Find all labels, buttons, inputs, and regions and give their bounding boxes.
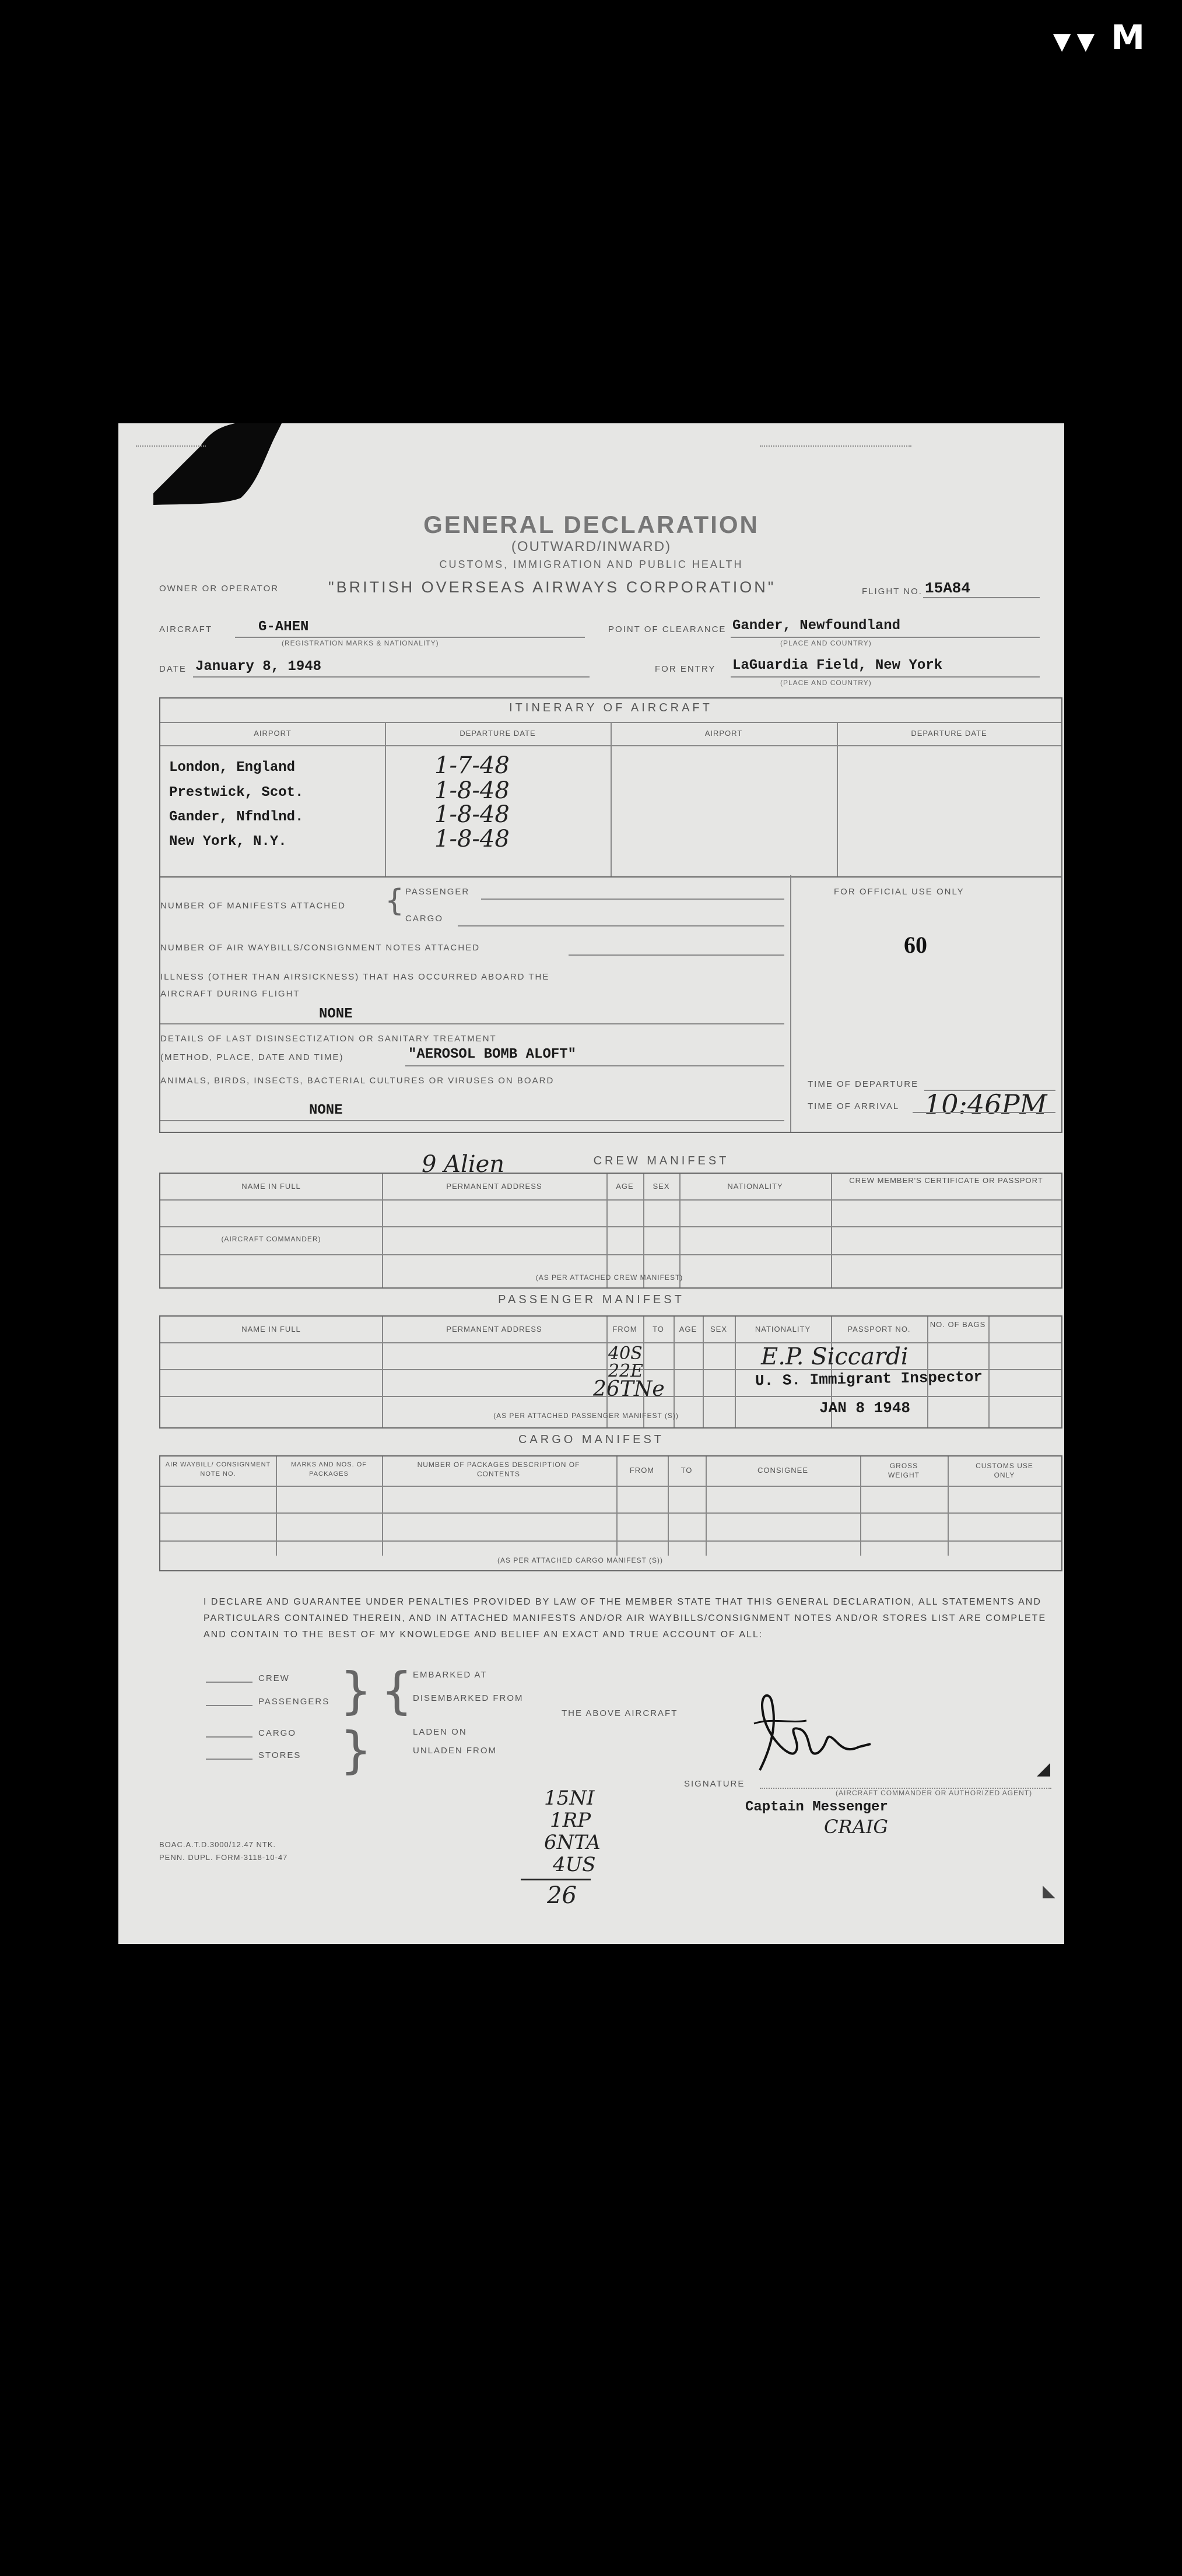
itinerary-header: DEPARTURE DATE xyxy=(911,729,987,738)
itinerary-airport: Gander, Nfndlnd. xyxy=(169,809,304,825)
itinerary-col xyxy=(837,722,838,876)
tally-line: 15NI xyxy=(544,1787,595,1810)
details-box xyxy=(159,875,1062,1133)
corner-mark xyxy=(1053,17,1148,57)
signatory-craig: CRAIG xyxy=(824,1816,888,1838)
itinerary-header: AIRPORT xyxy=(704,729,743,738)
declaration-blank xyxy=(206,1705,252,1706)
cargo-header: MARKS AND NOS. OF PACKAGES xyxy=(290,1461,367,1477)
cargo-col xyxy=(860,1457,861,1556)
crew-header: AGE xyxy=(616,1182,634,1191)
illness-value: NONE xyxy=(319,1006,353,1022)
illness-label: ILLNESS (OTHER THAN AIRSICKNESS) THAT HAS OCCURRED ABOARD THE xyxy=(160,972,550,982)
passenger-footer: (AS PER ATTACHED PASSENGER MANIFEST (S)) xyxy=(493,1412,679,1420)
passenger-hand-2: 22E xyxy=(608,1361,644,1381)
decl-unladen-label: UNLADEN FROM xyxy=(413,1746,497,1756)
declaration-blank xyxy=(206,1736,252,1738)
owner-value: "BRITISH OVERSEAS AIRWAYS CORPORATION" xyxy=(328,578,776,596)
passenger-title: PASSENGER MANIFEST xyxy=(498,1293,685,1306)
cargo-title: CARGO MANIFEST xyxy=(518,1433,664,1446)
departure-time-label: TIME OF DEPARTURE xyxy=(808,1079,919,1089)
crew-rule xyxy=(160,1254,1061,1255)
aircraft-value: G-AHEN xyxy=(258,619,309,635)
inspector-signature: E.P. Siccardi xyxy=(761,1343,909,1370)
crew-title: CREW MANIFEST xyxy=(593,1154,729,1167)
itinerary-airport: New York, N.Y. xyxy=(169,834,287,850)
cargo-rule xyxy=(160,1512,1061,1514)
details-line xyxy=(481,899,784,900)
passenger-header: NO. OF BAGS xyxy=(930,1320,986,1329)
aircraft-caption: (REGISTRATION MARKS & NATIONALITY) xyxy=(282,639,439,647)
form-number-2: PENN. DUPL. FORM-3118-10-47 xyxy=(159,1853,288,1862)
form-number-1: BOAC.A.T.D.3000/12.47 NTK. xyxy=(159,1840,276,1849)
itinerary-box xyxy=(159,697,1062,878)
passenger-header: AGE xyxy=(679,1325,697,1333)
cargo-col xyxy=(948,1457,949,1556)
cargo-col xyxy=(382,1457,383,1556)
decl-disembarked-label: DISEMBARKED FROM xyxy=(413,1693,524,1703)
itinerary-date: 1-8-48 xyxy=(434,826,510,852)
entry-line xyxy=(731,676,1040,678)
disinsect-value: "AEROSOL BOMB ALOFT" xyxy=(408,1047,577,1062)
crew-handnote: 9 Alien xyxy=(422,1151,505,1178)
crew-header: CREW MEMBER'S CERTIFICATE OR PASSPORT xyxy=(849,1176,1043,1185)
commander-signature xyxy=(736,1689,876,1776)
cargo-header: FROM xyxy=(629,1466,655,1475)
entry-value: LaGuardia Field, New York xyxy=(732,658,943,673)
itinerary-date: 1-8-48 xyxy=(434,801,510,828)
entry-caption: (PLACE AND COUNTRY) xyxy=(780,679,872,687)
passenger-header: TO xyxy=(653,1325,664,1333)
signatory-caption: (AIRCRAFT COMMANDER OR AUTHORIZED AGENT) xyxy=(836,1789,1033,1797)
disinsect-label: DETAILS OF LAST DISINSECTIZATION OR SANITARY TREATMENT xyxy=(160,1034,497,1044)
passenger-col xyxy=(988,1317,990,1427)
flight-label: FLIGHT NO. xyxy=(862,587,923,596)
crew-commander-label: (AIRCRAFT COMMANDER) xyxy=(221,1235,321,1243)
passenger-header: NAME IN FULL xyxy=(241,1325,301,1333)
tally-line: 4US xyxy=(553,1853,596,1876)
cargo-header: CONSIGNEE xyxy=(757,1466,808,1475)
flight-value: 15A84 xyxy=(925,580,971,597)
details-line xyxy=(160,1023,784,1024)
passenger-count-label: PASSENGER xyxy=(405,887,470,897)
decl-cargo-label: CARGO xyxy=(258,1728,297,1738)
itinerary-header: DEPARTURE DATE xyxy=(460,729,536,738)
signature-label: SIGNATURE xyxy=(684,1779,745,1789)
passenger-hand-1: 40S xyxy=(608,1343,643,1364)
passenger-header: SEX xyxy=(710,1325,727,1333)
official-use-label: FOR OFFICIAL USE ONLY xyxy=(834,887,964,897)
decl-embarked-label: EMBARKED AT xyxy=(413,1670,487,1680)
itinerary-airport: London, England xyxy=(169,760,296,775)
itinerary-header: AIRPORT xyxy=(254,729,292,738)
crew-header: NAME IN FULL xyxy=(241,1182,301,1191)
tally-line: 1RP xyxy=(550,1809,591,1832)
decl-above-aircraft-label: THE ABOVE AIRCRAFT xyxy=(562,1708,678,1718)
torn-corner-icon xyxy=(153,423,282,505)
crew-col xyxy=(831,1174,832,1287)
official-use-value: 60 xyxy=(904,932,927,958)
clearance-line xyxy=(731,637,1040,638)
flight-line xyxy=(923,597,1040,598)
date-label: DATE xyxy=(159,664,187,674)
animals-label: ANIMALS, BIRDS, INSECTS, BACTERIAL CULTURES OR VIRUSES ON BOARD xyxy=(160,1076,555,1086)
brace-icon: { xyxy=(381,1662,413,1720)
clearance-caption: (PLACE AND COUNTRY) xyxy=(780,639,872,647)
crew-table xyxy=(159,1173,1062,1289)
entry-label: FOR ENTRY xyxy=(655,664,716,674)
cargo-count-label: CARGO xyxy=(405,914,444,924)
inspector-title: U. S. Immigrant Inspector xyxy=(755,1368,983,1390)
declaration-sheet xyxy=(118,423,1064,1944)
signatory-name: Captain Messenger xyxy=(745,1799,888,1815)
cargo-header: TO xyxy=(681,1466,693,1475)
form-title: GENERAL DECLARATION xyxy=(423,511,759,538)
passenger-hand-3: 26TNe xyxy=(593,1377,665,1401)
itinerary-date: 1-8-48 xyxy=(434,777,510,804)
illness-label-2: AIRCRAFT DURING FLIGHT xyxy=(160,989,300,999)
cargo-header: GROSS WEIGHT xyxy=(888,1462,920,1479)
clearance-label: POINT OF CLEARANCE xyxy=(608,624,727,634)
corner-letter: M xyxy=(1111,17,1148,57)
top-divider xyxy=(760,445,911,447)
passenger-header: NATIONALITY xyxy=(755,1325,811,1333)
disinsect-label-2: (METHOD, PLACE, DATE AND TIME) xyxy=(160,1052,344,1062)
cargo-rule xyxy=(160,1540,1061,1542)
passenger-header: PASSPORT NO. xyxy=(847,1325,911,1333)
cargo-table xyxy=(159,1455,1062,1571)
passenger-header: PERMANENT ADDRESS xyxy=(446,1325,542,1333)
manifests-label: NUMBER OF MANIFESTS ATTACHED xyxy=(160,901,346,911)
details-line xyxy=(913,1112,1055,1113)
itinerary-airport: Prestwick, Scot. xyxy=(169,785,304,801)
details-line xyxy=(569,954,784,956)
itinerary-title: ITINERARY OF AIRCRAFT xyxy=(509,701,713,714)
crew-header: SEX xyxy=(653,1182,670,1191)
form-subtitle-2: CUSTOMS, IMMIGRATION AND PUBLIC HEALTH xyxy=(439,559,743,570)
passenger-table xyxy=(159,1315,1062,1429)
tally-line: 6NTA xyxy=(544,1831,601,1854)
crew-footer: (AS PER ATTACHED CREW MANIFEST) xyxy=(535,1273,683,1282)
details-line xyxy=(160,1120,784,1121)
itinerary-col xyxy=(385,722,386,876)
margin-mark-icon: ◢ xyxy=(1037,1759,1051,1778)
decl-crew-label: CREW xyxy=(258,1673,290,1683)
passenger-header: FROM xyxy=(612,1325,637,1333)
owner-label: OWNER OR OPERATOR xyxy=(159,584,279,594)
aircraft-label: AIRCRAFT xyxy=(159,624,212,634)
tally-rule xyxy=(521,1879,591,1880)
waybills-label: NUMBER OF AIR WAYBILLS/CONSIGNMENT NOTES ATTACHED xyxy=(160,943,480,953)
crew-header: NATIONALITY xyxy=(727,1182,783,1191)
form-subtitle: (OUTWARD/INWARD) xyxy=(511,539,672,554)
date-value: January 8, 1948 xyxy=(195,659,322,675)
itinerary-col xyxy=(611,722,612,876)
margin-mark-icon: ◣ xyxy=(1043,1882,1055,1900)
declaration-text: I DECLARE AND GUARANTEE UNDER PENALTIES PROVIDED BY LAW OF THE MEMBER STATE THAT THIS GENERAL DECLARATION, ALL STATEMENTS AND PARTICULARS CONTAINED THEREIN, AND IN ATTACHED MANIFESTS AND/OR AIR WAYBILLS/CONSIGNMENT NOTES AND/OR STORES LIST ARE COMPLETE AND CONTAIN TO THE BEST OF MY KNOWLEDGE AND BELIEF AN EXACT AND TRUE ACCOUNT OF ALL: xyxy=(204,1597,1047,1640)
clearance-value: Gander, Newfoundland xyxy=(732,618,901,634)
declaration-blank xyxy=(206,1759,252,1760)
top-divider xyxy=(136,445,206,447)
crew-header: PERMANENT ADDRESS xyxy=(446,1182,542,1191)
brace-icon: } xyxy=(340,1721,372,1780)
arrival-time-value: 10:46PM xyxy=(924,1089,1047,1120)
details-line xyxy=(405,1065,784,1066)
declaration-blank xyxy=(206,1682,252,1683)
arrival-time-label: TIME OF ARRIVAL xyxy=(808,1101,900,1111)
itinerary-date: 1-7-48 xyxy=(434,752,510,779)
cargo-rule xyxy=(160,1486,1061,1487)
triangle-marks-icon: ▼▼ xyxy=(1053,28,1101,55)
crew-rule xyxy=(160,1199,1061,1201)
details-divider xyxy=(790,875,791,1132)
animals-value: NONE xyxy=(309,1103,343,1118)
date-line xyxy=(193,676,590,678)
aircraft-line xyxy=(235,637,585,638)
cargo-header: NUMBER OF PACKAGES DESCRIPTION OF CONTENTS xyxy=(417,1461,580,1478)
cargo-header: CUSTOMS USE ONLY xyxy=(976,1462,1033,1479)
tally-total: 26 xyxy=(547,1882,577,1909)
decl-passengers-label: PASSENGERS xyxy=(258,1697,330,1707)
crew-rule xyxy=(160,1226,1061,1227)
brace-icon: } xyxy=(340,1662,372,1720)
brace-icon: { xyxy=(385,883,405,918)
decl-laden-label: LADEN ON xyxy=(413,1727,467,1737)
inspector-stamp-date: JAN 8 1948 xyxy=(819,1399,911,1417)
cargo-footer: (AS PER ATTACHED CARGO MANIFEST (S)) xyxy=(497,1556,664,1564)
cargo-header: AIR WAYBILL/ CONSIGNMENT NOTE NO. xyxy=(165,1461,271,1477)
decl-stores-label: STORES xyxy=(258,1750,301,1760)
details-line xyxy=(458,925,784,926)
